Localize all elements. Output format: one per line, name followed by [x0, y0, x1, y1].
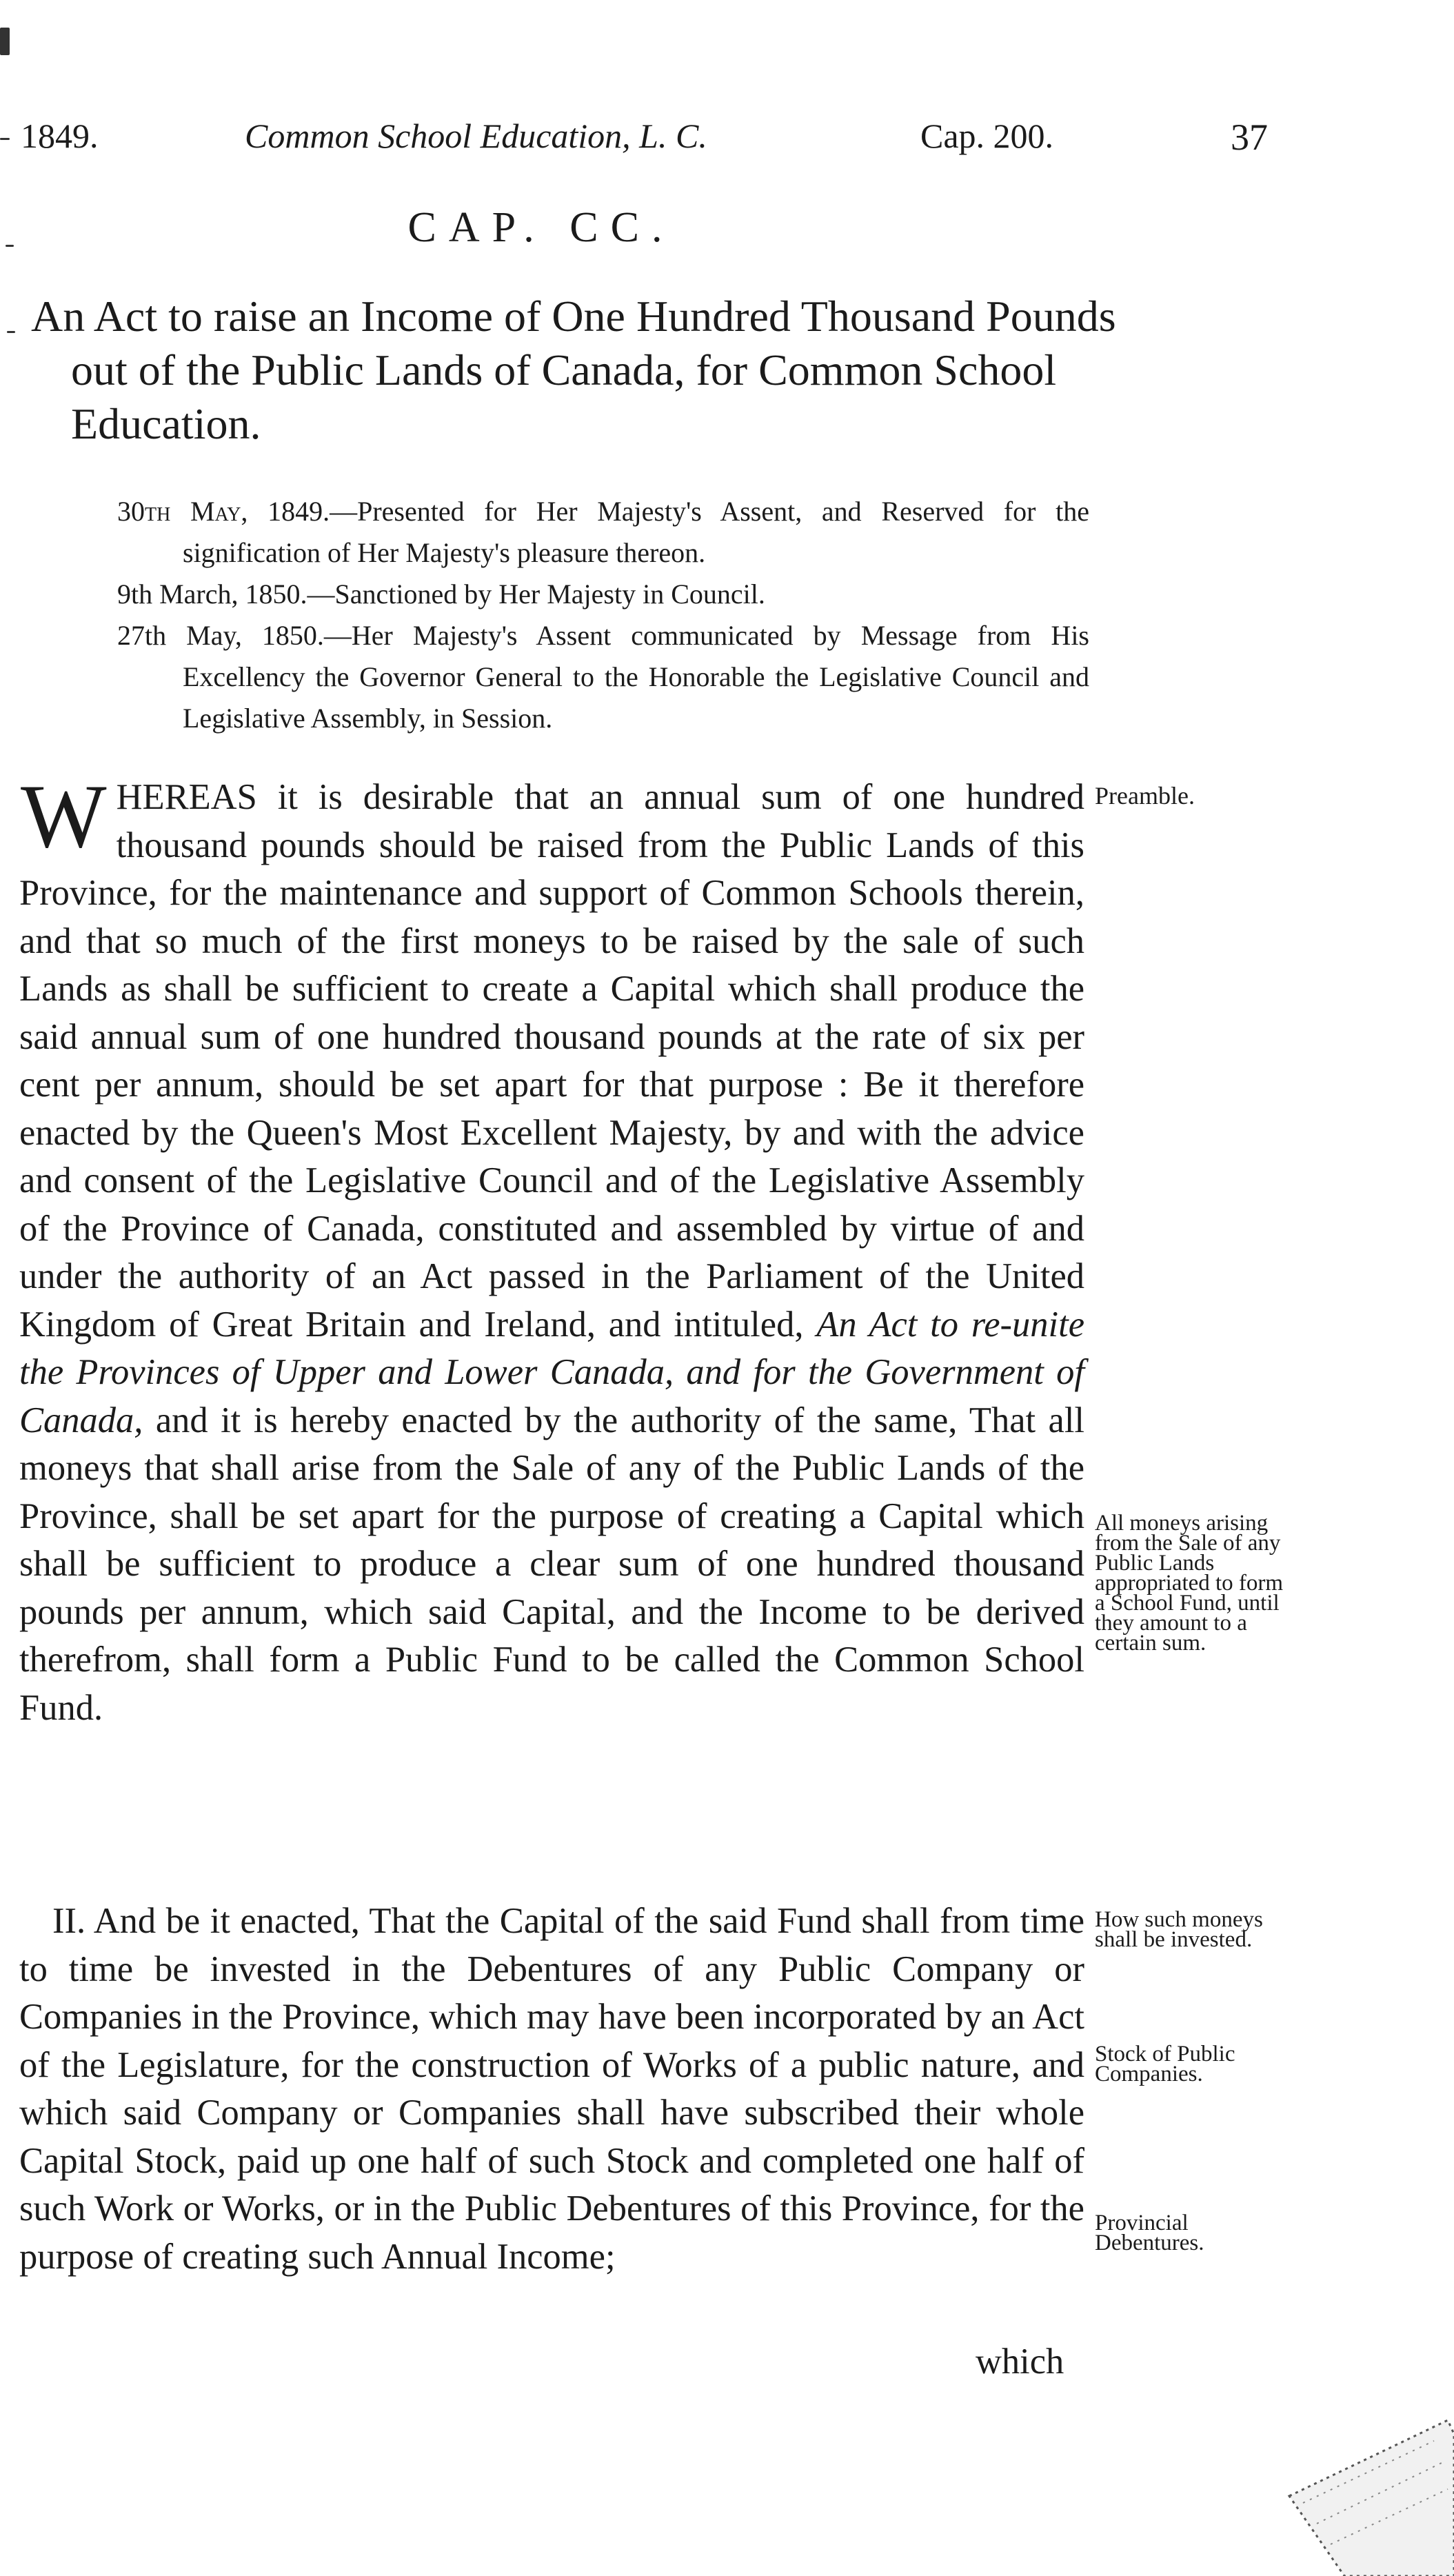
assent-dates	[117, 491, 1089, 739]
act-citation-b: for the Government of Canada,	[19, 1352, 1084, 1440]
date-text: —Presented for Her Majesty's Assent, and Reserved for the signification of Her Majesty's pleasure thereon.	[183, 496, 1089, 568]
date-label: 9th March, 1850.	[117, 578, 307, 610]
page-number: 37	[1231, 117, 1268, 158]
date-label: 27th May, 1850.	[117, 620, 324, 651]
scan-mark	[0, 138, 10, 140]
preamble-paragraph	[19, 765, 1085, 1732]
section-two-paragraph: II. And be it enacted, That the Capital of the said Fund shall from time to time be invested in the Debentures of any Public Company or Companies in the Province, which may have been incorporated by an Act of the Legislature, for the construction of Works of a public nature, and which said Company or Companies shall have subscribed their whole Capital Stock, paid up one half of such Stock and completed one half of such Work or Works, or in the Public Debentures of this Province, for the purpose of creating such Annual Income;	[19, 1901, 1084, 2277]
preamble-text-c: and it is hereby enacted by the authority of the same, That all moneys that shall arise from the Sale of any of the Public Lands of the Province, shall be set apart for the purpose of creating a Capital which shall be sufficient to produce a clear sum of one hundred thousand pounds per annum, which said Capital, and the Income to be derived therefrom, shall form a Public Fund to be called the Common School Fund.	[19, 1400, 1084, 1728]
chapter-heading: CAP. CC.	[407, 204, 675, 251]
date-text: —Her Majesty's Assent communicated by Message from His Excellency the Governor General to the Honorable the Legislative Council and Legislative Assembly, in Session.	[183, 620, 1090, 734]
margin-note-stock: Stock of Public Companies.	[1095, 2042, 1235, 2086]
act-citation-a: An Act to re-unite the Provinces of Upper and Lower Canada,	[19, 1304, 1085, 1392]
date-entry-2	[117, 574, 1089, 615]
scan-mark	[6, 245, 14, 247]
margin-note-provincial: Provincial Debentures.	[1095, 2211, 1204, 2255]
preamble-text-a: HEREAS it is desirable that an annual sum of one hundred thousand pounds should be raised from the Public Lands of this Province, for the maintenance and support of Common Schools therein, and that so much of the first moneys to be raised by the sale of such Lands as shall be sufficient to create a Capital which shall produce the said annual sum of one hundred thousand pounds at the rate of six per cent per annum, should be set apart for that purpose : Be it therefore enacted by the Queen's Most Excellent Majesty, by and with the advice and consent of the Legislative Council and of the Legislative Assembly of the Province of Canada, constituted and assembled by virtue of and under the authority of an Act passed in the Parliament of the United Kingdom of Great Britain and Ireland, and intituled,	[19, 777, 1084, 1345]
scan-mark	[7, 331, 15, 333]
act-title: An Act to raise an Income of One Hundred Thousand Pounds out of the Public Lands of Canada, for Common School Education.	[31, 292, 1116, 448]
margin-note-moneys: All moneys arising from the Sale of any Public Lands appropriated to form a School Fund, until they amount to a certain sum.	[1095, 1511, 1284, 1656]
preamble-text-b: and	[686, 1352, 741, 1392]
date-entry-3	[117, 615, 1089, 739]
margin-note-preamble: Preamble.	[1095, 782, 1195, 809]
drop-cap: W	[21, 765, 107, 867]
margin-note-how-invested: How such moneys shall be invested.	[1095, 1907, 1263, 1952]
header-running-title: Common School Education, L. C.	[245, 117, 707, 155]
catchword: which	[976, 2342, 1064, 2382]
page-corner-fold	[1262, 2358, 1454, 2576]
scan-mark	[0, 28, 10, 55]
date-entry-1	[117, 491, 1089, 574]
header-chapter: Cap. 200.	[920, 117, 1054, 155]
date-label: 30th May, 1849.	[117, 496, 330, 527]
header-year: 1849.	[21, 117, 99, 155]
date-text: —Sanctioned by Her Majesty in Council.	[307, 578, 765, 610]
